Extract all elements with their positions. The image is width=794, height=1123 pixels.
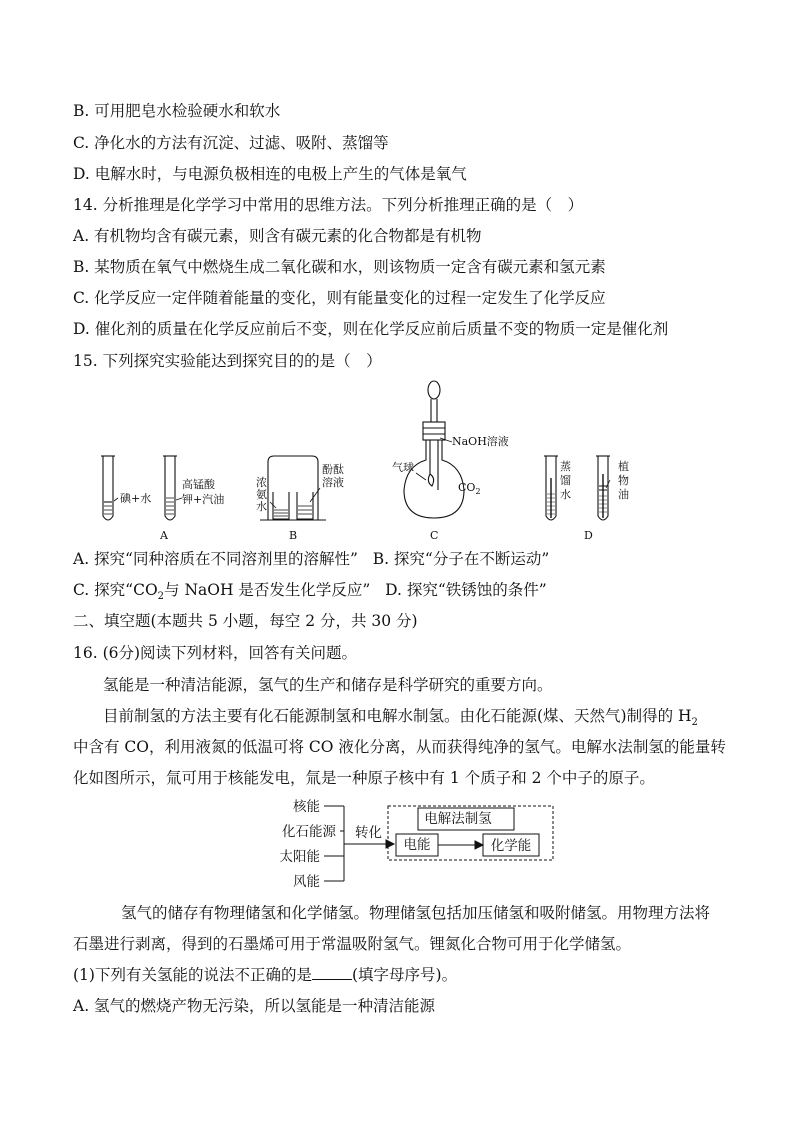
d-label-water-2: 馏	[560, 474, 571, 487]
d-label-water-3: 水	[560, 488, 571, 501]
q14-option-a: A. 有机物均含有碳元素，则含有碳元素的化合物都是有机物	[73, 227, 482, 245]
c-label-balloon: 气球	[392, 461, 414, 474]
answer-blank[interactable]	[312, 965, 352, 980]
q13-option-b: B. 可用肥皂水检验硬水和软水	[73, 102, 281, 120]
source-nuclear: 核能	[293, 799, 320, 815]
source-fossil: 化石能源	[282, 824, 336, 840]
convert-label: 转化	[355, 825, 382, 841]
energy-conversion-diagram	[268, 796, 568, 892]
q16-para-3-line-2: 石墨进行剥离，得到的石墨烯可用于常温吸附氢气。锂氮化合物可用于化学储氢。	[73, 935, 632, 953]
caption-b: B	[289, 529, 298, 542]
q13-option-c: C. 净化水的方法有沉淀、过滤、吸附、蒸馏等	[73, 134, 389, 152]
a-label-kmno4-1: 高锰酸	[182, 478, 215, 491]
q15-option-a: A. 探究“同种溶质在不同溶剂里的溶解性”	[73, 550, 358, 568]
box-title: 电解法制氢	[424, 811, 492, 827]
d-label-oil-1: 植	[618, 460, 629, 473]
q15-option-b: B. 探究“分子在不断运动”	[372, 550, 550, 568]
q15-experiment-figure	[90, 378, 650, 544]
c-label-co2: $CO_2$	[458, 481, 481, 496]
b-label-ammonia-3: 水	[256, 500, 267, 513]
b-label-phenol-1: 酚酞	[322, 463, 344, 476]
q14-option-b: B. 某物质在氧气中燃烧生成二氧化碳和水，则该物质一定含有碳元素和氢元素	[73, 258, 606, 276]
b-label-ammonia-1: 浓	[256, 476, 267, 489]
source-solar: 太阳能	[279, 849, 320, 865]
q16-para-1: 氢能是一种清洁能源，氢气的生产和储存是科学研究的重要方向。	[103, 676, 553, 694]
q15-option-d: D. 探究“铁锈蚀的条件”	[385, 581, 547, 599]
box-chemical-energy: 化学能	[490, 838, 532, 854]
d-label-oil-3: 油	[618, 488, 629, 501]
q15-option-c-d	[73, 580, 547, 607]
b-label-ammonia-2: 氨	[256, 488, 267, 501]
caption-d: D	[584, 529, 593, 542]
source-wind: 风能	[293, 874, 320, 890]
box-electric-energy: 电能	[403, 837, 431, 853]
section-2-heading: 二、填空题(本题共 5 小题，每空 2 分，共 30 分)	[73, 612, 418, 630]
d-label-water-1: 蒸	[560, 460, 571, 473]
q15-stem: 15. 下列探究实验能达到探究目的的是（ ）	[73, 352, 382, 370]
q16-para-3-line-1: 氢气的储存有物理储氢和化学储氢。物理储氢包括加压储氢和吸附储氢。用物理方法将	[121, 904, 711, 922]
q16-para-2-line-3: 化如图所示，氚可用于核能发电，氚是一种原子核中有 1 个质子和 2 个中子的原子。	[73, 769, 655, 787]
a-label-kmno4-2: 钾+汽油	[182, 493, 225, 506]
caption-a: A	[160, 529, 168, 542]
q16-sub1-option-a: A. 氢气的燃烧产物无污染，所以氢能是一种清洁能源	[73, 997, 436, 1015]
q16-para-2-line-1: 目前制氢的方法主要有化石能源制氢和电解水制氢。由化石能源(煤、天然气)制得的 $H_2$	[103, 707, 698, 729]
caption-c: C	[430, 529, 439, 542]
q14-option-d: D. 催化剂的质量在化学反应前后不变，则在化学反应前后质量不变的物质一定是催化剂	[73, 320, 669, 338]
q15-option-c: C. 探究“$CO_2$与 NaOH 是否发生化学反应”	[73, 581, 371, 603]
q13-option-d: D. 电解水时，与电源负极相连的电极上产生的气体是氧气	[73, 165, 467, 183]
d-label-oil-2: 物	[618, 474, 629, 487]
b-label-phenol-2: 溶液	[322, 476, 344, 489]
q14-option-c: C. 化学反应一定伴随着能量的变化，则有能量变化的过程一定发生了化学反应	[73, 289, 606, 307]
q16-sub1-stem: (1)下列有关氢能的说法不正确的是 (填字母序号)。	[73, 966, 458, 984]
a-label-iodine-water: 碘+水	[120, 492, 152, 505]
q16-stem: 16. (6分)阅读下列材料，回答有关问题。	[73, 644, 358, 662]
c-label-naoh: NaOH溶液	[452, 435, 509, 448]
q15-option-a-b	[73, 549, 549, 569]
q16-para-2-line-2: 中含有 CO，利用液氮的低温可将 CO 液化分离，从而获得纯净的氢气。电解水法制氢的能量转	[73, 738, 726, 756]
q14-stem: 14. 分析推理是化学学习中常用的思维方法。下列分析推理正确的是（ ）	[73, 196, 584, 214]
